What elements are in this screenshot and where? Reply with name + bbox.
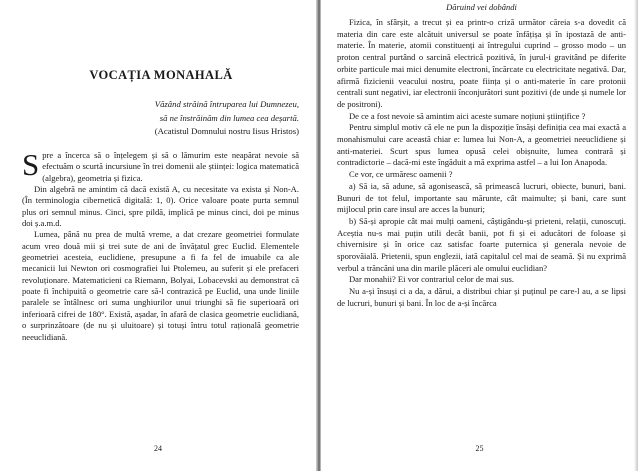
right-body-text	[337, 17, 626, 310]
paragraph-r7: Dar monahii? Ei vor contrariul celor de mai sus.	[349, 274, 514, 285]
epigraph-line-2: să ne înstrăinăm din lumea cea deșartă.	[159, 112, 299, 123]
paragraph-r4: Ce vor, ce urmăresc oamenii ?	[349, 169, 453, 180]
epigraph	[70, 98, 299, 125]
left-page	[0, 0, 316, 471]
paragraph-1-text: pre a încerca să o înțelegem și să o lămurim este neapărat nevoie să efectuăm o scurtă incursiune în trei domenii ale științei: logica matematică (algebra), geometria și fizica.	[42, 150, 299, 183]
page-number-right: 25	[475, 444, 484, 453]
page-number-left: 24	[154, 444, 162, 453]
page-edge-shadow	[634, 0, 638, 471]
right-page	[321, 0, 638, 471]
paragraph-r6: b) Să-și apropie cât mai mulți oameni, câștigându-și prieteni, relații, cunoscuți. Aceștia nu-s mai puțin utili decât banii, pot fi și ei aducători de foloase și chivernisire și în orice caz satisfac foarte puternica și generala nevoie de sporovăială. Prietenii, spun englezii, iată capitalul cel mai de seamă. Și nu exprimă verbul a trăncăni una din marile plăceri ale omului euclidian?	[337, 215, 626, 273]
chapter-title: VOCAȚIA MONAHALĂ	[89, 68, 233, 82]
paragraph-r8: Nu a-și însuși ci a da, a dărui, a distribui chiar și puținul pe care-l au, a se lipsi de lucruri, bunuri și bani. În loc de a-și încărca	[337, 286, 626, 308]
paragraph-r2: De ce a fost nevoie să amintim aici aceste sumare noțiuni științifice ?	[349, 110, 586, 121]
left-body-text	[22, 147, 299, 343]
paragraph-2: Din algebră ne amintim că dacă există A, cu necesitate va exista și Non-A. (În terminologia cibernetică digitală: 1, 0). Orice valoare poate purta semnul plus ori semnul minus. Cinci, spre pildă, implică pe minus cinci, doi pe minus doi ș.a.m.d.	[22, 184, 299, 229]
paragraph-1	[22, 147, 299, 184]
drop-cap: S	[22, 147, 40, 182]
epigraph-line-1: Văzând străină întruparea lui Dumnezeu,	[154, 99, 299, 109]
running-head: Dăruind vei dobândi	[446, 2, 517, 12]
paragraph-3: Lumea, până nu prea de multă vreme, a dat crezare geometriei formulate acum vreo două mii și trei sute de ani de învățatul grec Euclid. Elementele geometriei acesteia, euclidiene, presupune a fi fa fel de imuabile ca ale mecanicii lui Newton ori cosmografiei lui Ptolemeu, au suferit și ele prefaceri revoluționare. Matematicieni ca Riemann, Bolyai, Lobacevski au demonstrat că poate fi închipuită o geometrie care să-l contrazică pe Euclid, una unde liniile paralele se întâlnesc ori suma unghiurilor unui triunghi să fie superioară ori inferioară cifrei de 180°. Există, așadar, în afară de clasica geometrie euclidiană, o surprinzătoare (de nu și uluitoare) și totuși întru totul rațională geometrie neeuclidiană.	[22, 229, 299, 342]
paragraph-r1: Fizica, în sfârșit, a trecut și ea printr-o criză următor căreia s-a dovedit că materia din care este alcătuit universul se poate înfățișa și în ipostază de anti-materie. În materie, atomii constituenți ai întregului cuprind – grosso modo – un proton central purtând o sarcină electrică pozitivă, în jurul-i gravitând pe diferite orbite particule mai mici denumite electroni, încărcate cu electricitate negativă. Dar, afirmă fizicienii veacului nostru, poate ființa și o anti-materie în care protonii centrali sunt negativi, iar electronii înconjurători sunt pozitivi (de unde și numele lor de positroni).	[337, 17, 626, 109]
paragraph-r3: Pentru simplul motiv că ele ne pun la dispoziție însăși definiția cea mai exactă a monahismului care această chiar e: lumea lui Non-A, a geometriei neeuclidiene și anti-materiei. Scurt spus lumea opusă celei obișnuite, lumea contrară și contradictorie – dacă-mi este îngăduit a mă exprima astfel – a lui Ion Anapoda.	[337, 122, 626, 168]
paragraph-r5: a) Să ia, să adune, să agonisească, să primească lucruri, obiecte, bunuri, bani. Bunuri de tot felul, importante sau mărunte, cât maimulte; și bani, care sunt mijlocul prin care insul are acces la bunuri;	[337, 180, 626, 215]
epigraph-source: (Acatistul Domnului nostru Iisus Hristos)	[154, 126, 299, 136]
